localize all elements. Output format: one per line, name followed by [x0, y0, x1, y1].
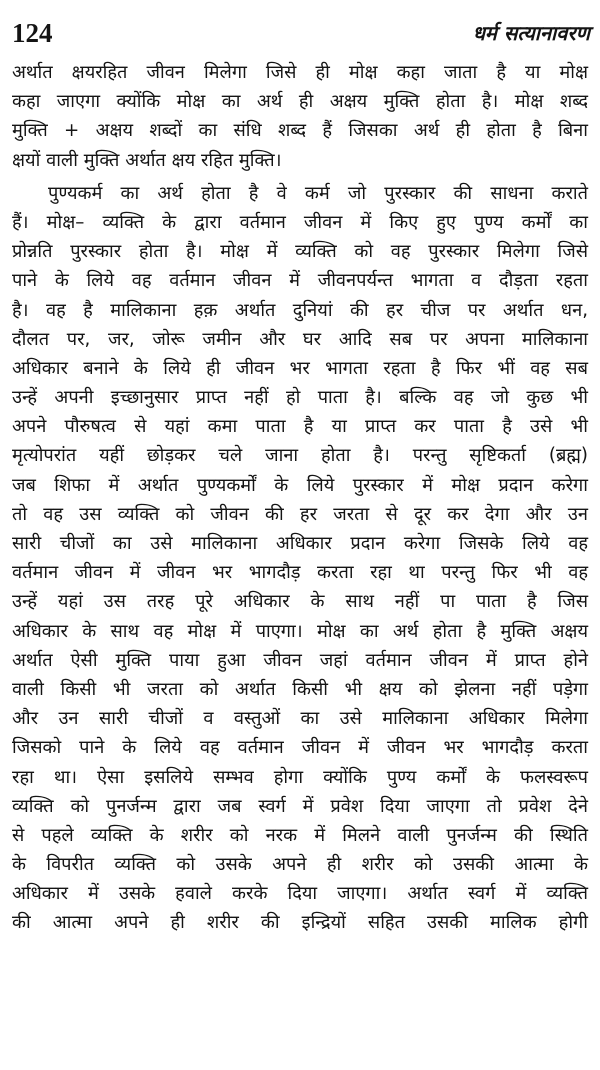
body-text — [12, 58, 588, 938]
text-line: है। वह है मालिकाना हक़ अर्थात दुनियां की हर चीज पर अर्थात धन, — [12, 299, 588, 321]
text-line: रहा था। ऐसा इसलिये सम्भव होगा क्योंकि पुण्य कर्मों के फलस्वरूप — [12, 766, 588, 788]
text-line: मृत्योपरांत यहीं छोड़कर चले जाना होता है। परन्तु सृष्टिकर्ता (ब्रह्म) — [12, 445, 588, 467]
text-line: तो वह उस व्यक्ति को जीवन की हर जरता से दूर कर देगा और उन — [12, 503, 588, 525]
page-number: 124 — [12, 18, 53, 48]
text-line: वर्तमान जीवन में जीवन भर भागदौड़ करता रहा था परन्तु फिर भी वह — [12, 562, 588, 584]
text-line: उन्हें अपनी इच्छानुसार प्राप्त नहीं हो पाता है। बल्कि वह जो कुछ भी — [12, 387, 588, 409]
text-line: प्रोन्नति पुरस्कार होता है। मोक्ष में व्यक्ति को वह पुरस्कार मिलेगा जिसे — [12, 241, 588, 263]
text-line: मुक्ति + अक्षय शब्दों का संधि शब्द हैं जिसका अर्थ ही होता है बिना — [12, 120, 588, 142]
text-line: अर्थात ऐसी मुक्ति पाया हुआ जीवन जहां वर्तमान जीवन में प्राप्त होने — [12, 649, 588, 671]
text-line: अधिकार के साथ वह मोक्ष में पाएगा। मोक्ष का अर्थ होता है मुक्ति अक्षय — [12, 620, 588, 642]
page-header — [12, 16, 590, 56]
text-line: पाने के लिये वह वर्तमान जीवन में जीवनपर्यन्त भागता व दौड़ता रहता — [12, 270, 588, 292]
text-line: जिसको पाने के लिये वह वर्तमान जीवन में जीवन भर भागदौड़ करता — [12, 737, 588, 759]
text-line: अधिकार बनाने के लिये ही जीवन भर भागता रहता है फिर भीं वह सब — [12, 357, 588, 379]
paragraph — [12, 58, 588, 175]
text-line: की आत्मा अपने ही शरीर की इन्द्रियों सहित उसकी मालिक होगी — [12, 912, 588, 934]
text-line: वाली किसी भी जरता को अर्थात किसी भी क्षय को झेलना नहीं पड़ेगा — [12, 678, 588, 700]
text-line: हैं। मोक्ष– व्यक्ति के द्वारा वर्तमान जीवन में किए हुए पुण्य कर्मों का — [12, 211, 588, 233]
text-line: के विपरीत व्यक्ति को उसके अपने ही शरीर को उसकी आत्मा के — [12, 854, 588, 876]
text-line: व्यक्ति को पुनर्जन्म द्वारा जब स्वर्ग में प्रवेश दिया जाएगा तो प्रवेश देने — [12, 795, 588, 817]
text-line: दौलत पर, जर, जोरू जमीन और घर आदि सब पर अपना मालिकाना — [12, 328, 588, 350]
paragraph — [12, 179, 588, 938]
text-line: क्षयों वाली मुक्ति अर्थात क्षय रहित मुक्ति। — [12, 149, 282, 171]
text-line: सारी चीजों का उसे मालिकाना अधिकार प्रदान करेगा जिसके लिये वह — [12, 533, 588, 554]
text-line: और उन सारी चीजों व वस्तुओं का उसे मालिकाना अधिकार मिलेगा — [12, 708, 588, 730]
text-line: पुण्यकर्म का अर्थ होता है वे कर्म जो पुरस्कार की साधना कराते — [48, 182, 588, 204]
text-line: जब शिफा में अर्थात पुण्यकर्मों के लिये पुरस्कार में मोक्ष प्रदान करेगा — [12, 474, 588, 496]
text-line: अर्थात क्षयरहित जीवन मिलेगा जिसे ही मोक्ष कहा जाता है या मोक्ष — [12, 62, 588, 83]
text-line: उन्हें यहां उस तरह पूरे अधिकार के साथ नहीं पा पाता है जिस — [12, 591, 588, 613]
text-line: कहा जाएगा क्योंकि मोक्ष का अर्थ ही अक्षय मुक्ति होता है। मोक्ष शब्द — [12, 91, 588, 113]
text-line: अधिकार में उसके हवाले करके दिया जाएगा। अर्थात स्वर्ग में व्यक्ति — [12, 883, 588, 905]
text-line: अपने पौरुषत्व से यहां कमा पाता है या प्राप्त कर पाता है उसे भी — [12, 416, 588, 438]
text-line: से पहले व्यक्ति के शरीर को नरक में मिलने वाली पुनर्जन्म की स्थिति — [12, 824, 588, 846]
running-title: धर्म सत्यानावरण — [472, 21, 590, 45]
